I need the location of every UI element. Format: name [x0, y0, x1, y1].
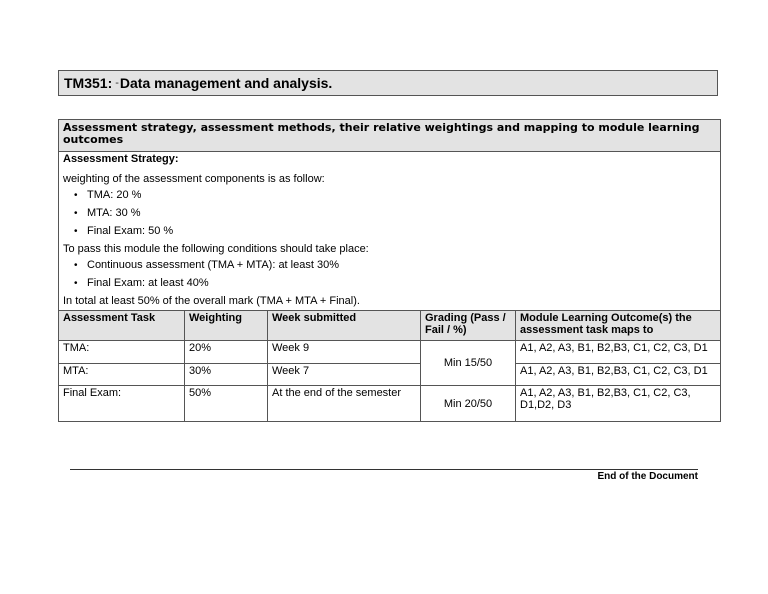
total-note: In total at least 50% of the overall mark (TMA + MTA + Final). [63, 295, 360, 307]
section-header: Assessment strategy, assessment methods, their relative weightings and mapping to module learning outcomes [59, 120, 721, 152]
grading-cell: Min 15/50 [421, 341, 516, 386]
course-title-box [58, 70, 718, 96]
conditions-list [63, 259, 716, 290]
weighting-cell: 30% [185, 364, 268, 386]
outcomes-cell: A1, A2, A3, B1, B2,B3, C1, C2, C3, D1,D2, D3 [516, 386, 721, 422]
strategy-heading: Assessment Strategy: [63, 153, 179, 165]
task-cell: Final Exam: [59, 386, 185, 422]
assessment-strategy-block [59, 152, 721, 311]
table-row [59, 364, 721, 386]
weights-list [63, 189, 716, 238]
title-dash: - [115, 77, 119, 89]
table-row [59, 341, 721, 364]
end-of-document-label: End of the Document [597, 471, 698, 482]
footer-divider [70, 469, 698, 470]
col-header-week: Week submitted [268, 311, 421, 341]
col-header-task: Assessment Task [59, 311, 185, 341]
list-item: • MTA: 30 % [63, 207, 716, 220]
week-cell: Week 7 [268, 364, 421, 386]
weighting-cell: 50% [185, 386, 268, 422]
list-item: • Final Exam: 50 % [63, 225, 716, 238]
col-header-outcomes: Module Learning Outcome(s) the assessment task maps to [516, 311, 721, 341]
week-cell: At the end of the semester [268, 386, 421, 422]
weighting-cell: 20% [185, 341, 268, 364]
task-cell: TMA: [59, 341, 185, 364]
col-header-weighting: Weighting [185, 311, 268, 341]
table-row [59, 386, 721, 422]
weighting-intro: weighting of the assessment components is as follow: [63, 173, 325, 185]
outcomes-cell: A1, A2, A3, B1, B2,B3, C1, C2, C3, D1 [516, 341, 721, 364]
course-title: Data management and analysis. [119, 75, 333, 91]
list-item: • Final Exam: at least 40% [63, 277, 716, 290]
col-header-grading: Grading (Pass / Fail / %) [421, 311, 516, 341]
grading-cell: Min 20/50 [421, 386, 516, 422]
pass-intro: To pass this module the following conditions should take place: [63, 243, 369, 255]
list-item: • TMA: 20 % [63, 189, 716, 202]
assessment-table [58, 119, 721, 422]
task-cell: MTA: [59, 364, 185, 386]
list-item: • Continuous assessment (TMA + MTA): at least 30% [63, 259, 716, 272]
week-cell: Week 9 [268, 341, 421, 364]
outcomes-cell: A1, A2, A3, B1, B2,B3, C1, C2, C3, D1 [516, 364, 721, 386]
course-code: TM351: [64, 75, 113, 91]
